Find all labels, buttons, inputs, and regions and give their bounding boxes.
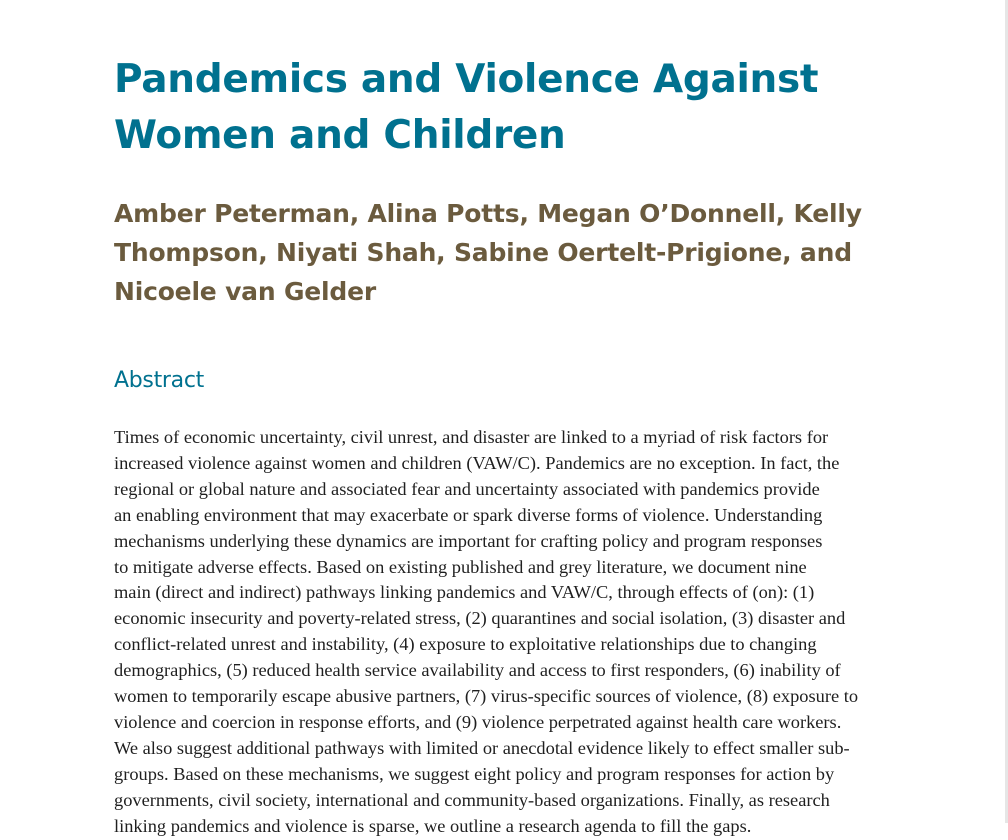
abstract-line: an enabling environment that may exacerbate or spark diverse forms of violence. Understanding: [114, 504, 823, 525]
abstract-line: to mitigate adverse effects. Based on existing published and grey literature, we document nine: [114, 556, 807, 577]
abstract-line: demographics, (5) reduced health service availability and access to first responders, (6) inability of: [114, 660, 841, 681]
abstract-line: increased violence against women and children (VAW/C). Pandemics are no exception. In fact, the: [114, 452, 840, 473]
author-list: [114, 194, 954, 311]
abstract-line: governments, civil society, international and community-based organizations. Finally, as research: [114, 789, 830, 810]
paper-title-line: Pandemics and Violence Against: [114, 57, 819, 102]
abstract-line: linking pandemics and violence is sparse, we outline a research agenda to fill the gaps.: [114, 815, 752, 836]
abstract-line: We also suggest additional pathways with limited or anecdotal evidence likely to effect smaller sub-: [114, 737, 850, 758]
paper-title: [114, 52, 954, 164]
paper-title-line: Women and Children: [114, 113, 566, 158]
abstract-line: conflict-related unrest and instability, (4) exposure to exploitative relationships due to changing: [114, 634, 817, 655]
abstract-body: [114, 425, 974, 840]
author-line: Amber Peterman, Alina Potts, Megan O’Donnell, Kelly: [114, 199, 862, 228]
abstract-line: economic insecurity and poverty-related stress, (2) quarantines and social isolation, (3) disaster and: [114, 608, 846, 629]
abstract-line: groups. Based on these mechanisms, we suggest eight policy and program responses for action by: [114, 763, 835, 784]
abstract-line: mechanisms underlying these dynamics are important for crafting policy and program responses: [114, 530, 823, 551]
abstract-line: main (direct and indirect) pathways linking pandemics and VAW/C, through effects of (on): (1): [114, 582, 815, 603]
abstract-line: Times of economic uncertainty, civil unrest, and disaster are linked to a myriad of risk factors for: [114, 427, 829, 447]
author-line: Nicoele van Gelder: [114, 277, 376, 306]
abstract-line: women to temporarily escape abusive partners, (7) virus-specific sources of violence, (8) exposure to: [114, 686, 859, 707]
author-line: Thompson, Niyati Shah, Sabine Oertelt-Prigione, and: [114, 238, 852, 267]
abstract-line: regional or global nature and associated fear and uncertainty associated with pandemics provide: [114, 478, 820, 499]
abstract-heading: Abstract: [114, 368, 204, 393]
abstract-line: violence and coercion in response efforts, and (9) violence perpetrated against health care workers.: [114, 711, 842, 732]
